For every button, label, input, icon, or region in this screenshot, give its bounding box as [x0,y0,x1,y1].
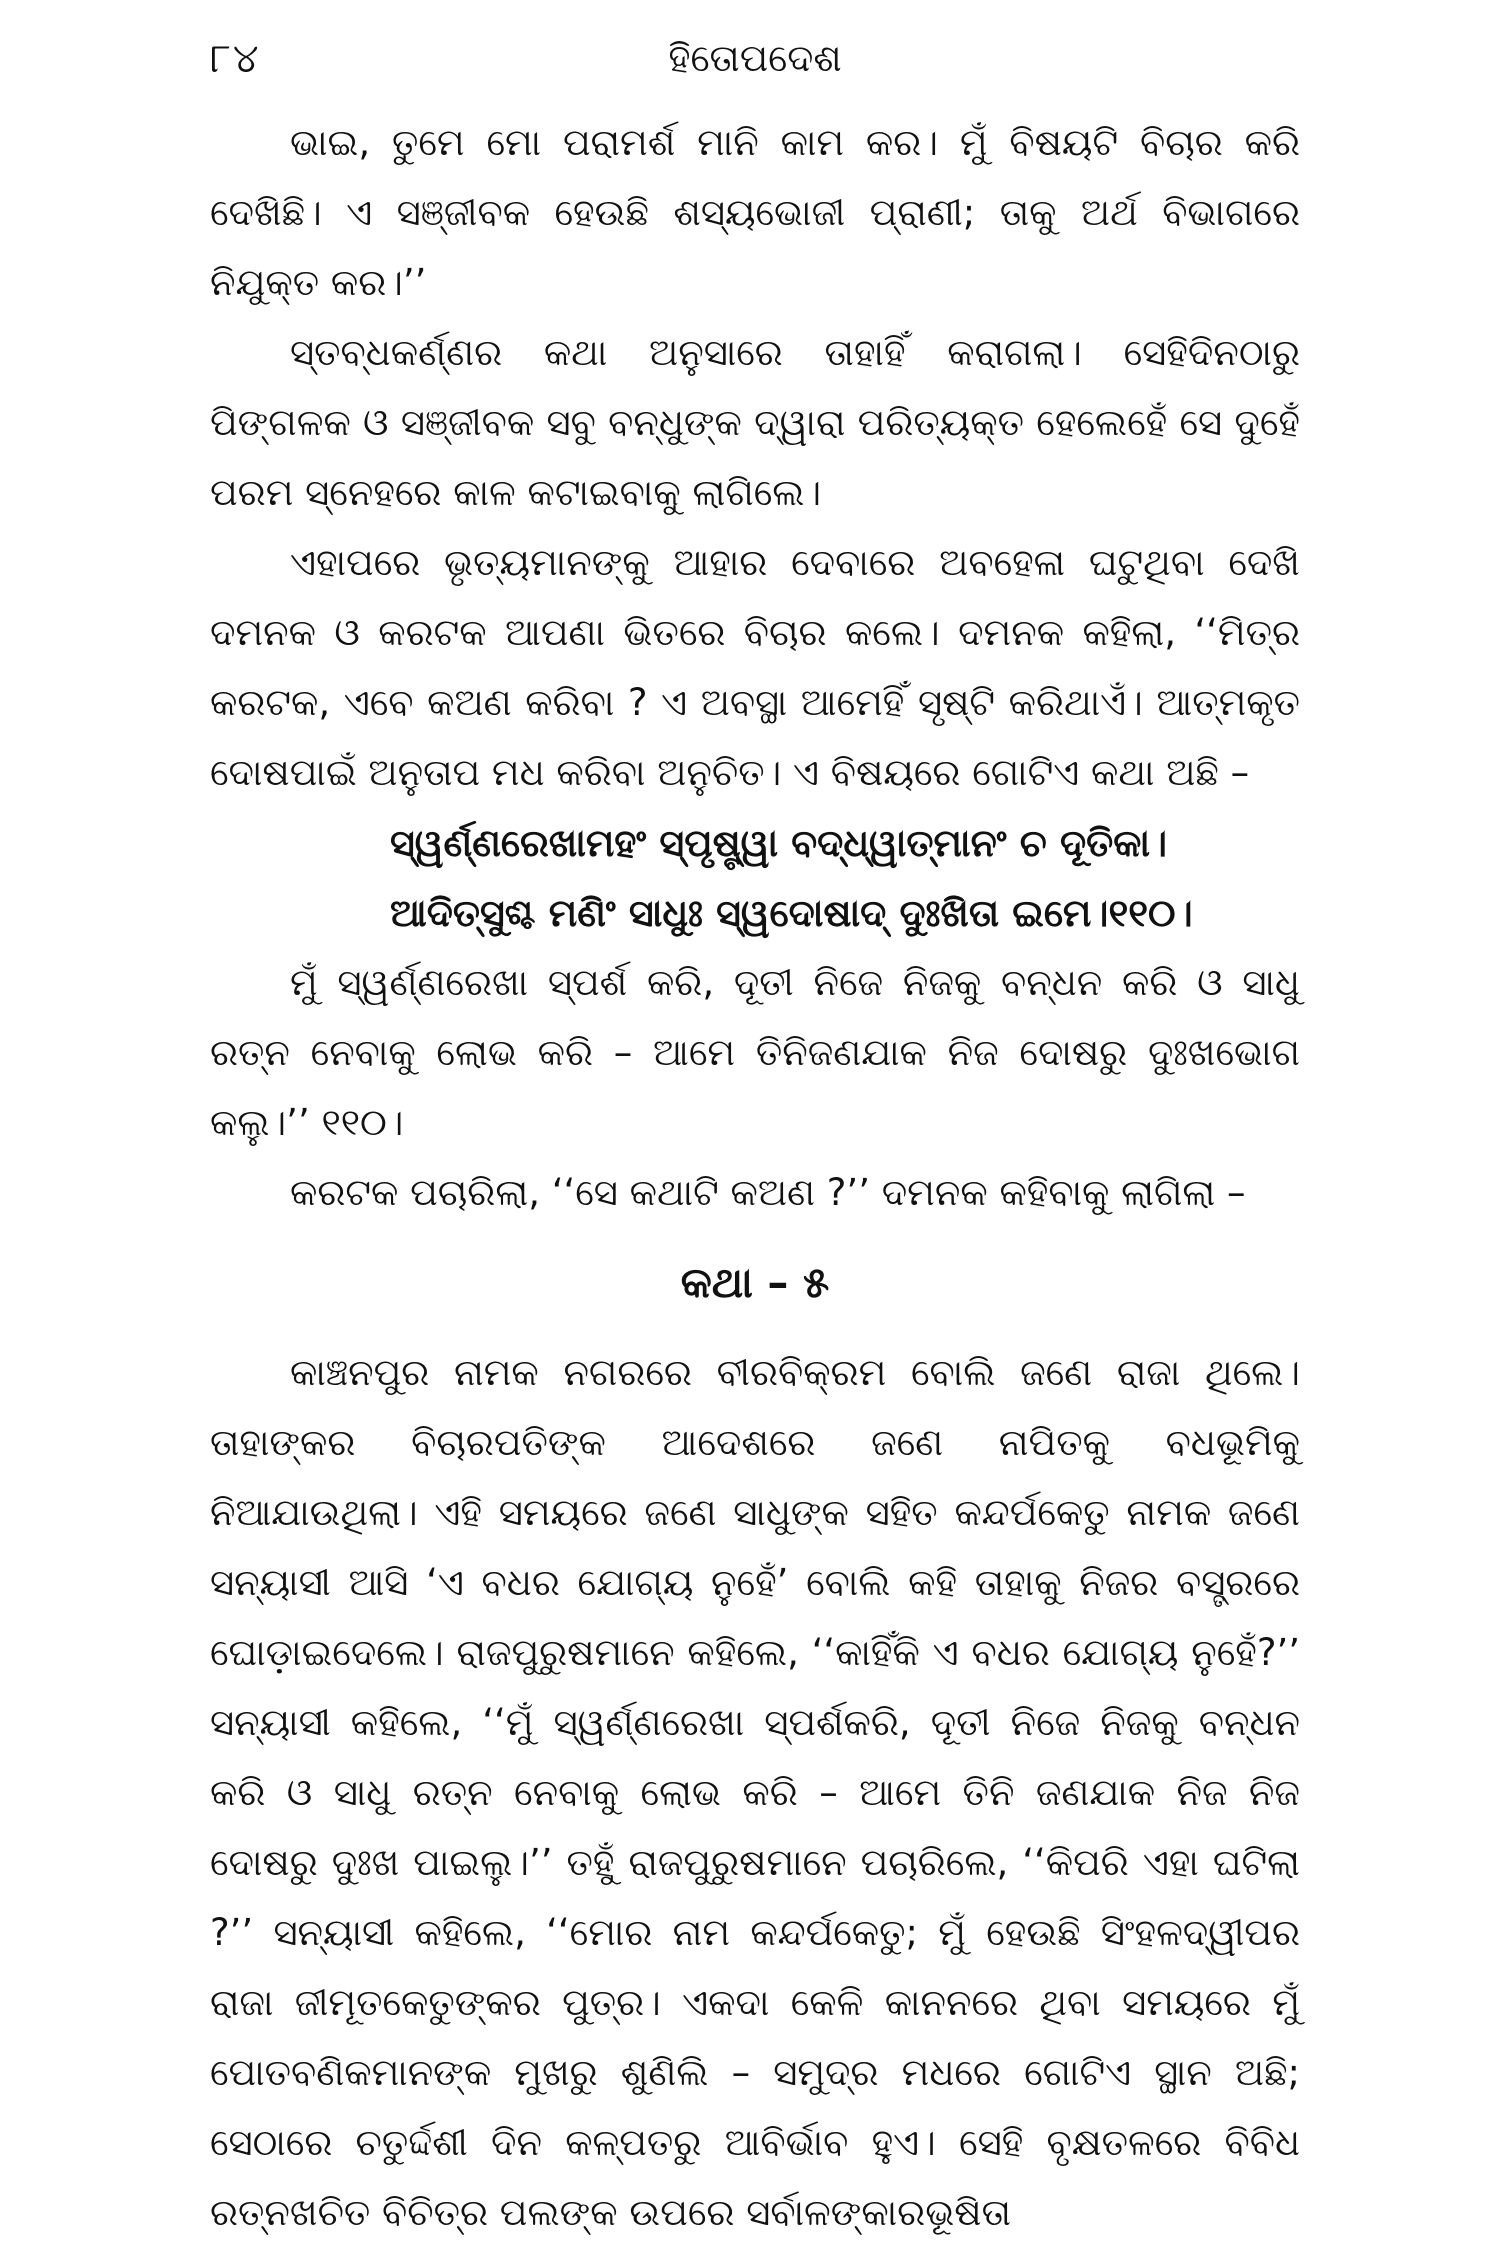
sanskrit-verse [210,808,1300,948]
paragraph: ମୁଁ ସ୍ୱର୍ଣ୍ଣରେଖା ସ୍ପର୍ଶ କରି, ଦୂତୀ ନିଜେ ନିଜକୁ ବନ୍ଧନ କରି ଓ ସାଧୁ ରତ୍ନ ନେବାକୁ ଲୋଭ କରି – ଆମେ ତିନିଜଣଯାକ ନିଜ ଦୋଷରୁ ଦୁଃଖଭୋଗ କଲୁ।’’ ୧୧୦। [210,961,1300,1144]
page-number: ୮୪ [210,36,261,82]
body-text [210,108,1300,2248]
running-title: ହିତୋପଦେଶ [668,36,842,80]
verse-line: ସ୍ୱର୍ଣ୍ଣରେଖାମହଂ ସ୍ପୃଷ୍ଟ୍ୱା ବଦ୍‌ଧ୍ୱାତ୍ମାନଂ ଚ ଦୂତିକା। [390,821,1168,865]
paragraph: କାଞ୍ଚନପୁର ନାମକ ନଗରରେ ବୀରବିକ୍ରମ ବୋଲି ଜଣେ ରାଜା ଥିଲେ। ତାହାଙ୍କର ବିଚାରପତିଙ୍କ ଆଦେଶରେ ଜଣେ ନାପିତକୁ ବଧଭୂମିକୁ ନିଆଯାଉଥିଲା। ଏହି ସମୟରେ ଜଣେ ସାଧୁଙ୍କ ସହିତ କନ୍ଦର୍ପକେତୁ ନାମକ ଜଣେ ସନ୍ୟାସୀ ଆସି ‘ଏ ବଧର ଯୋଗ୍ୟ ନୁହେଁ’ ବୋଲି କହି ତାହାକୁ ନିଜର ବସ୍ତ୍ରରେ ଘୋଡ଼ାଇଦେଲେ। ରାଜପୁରୁଷମାନେ କହିଲେ, ‘‘କାହିଁକି ଏ ବଧର ଯୋଗ୍ୟ ନୁହେଁ?’’ ସନ୍ୟାସୀ କହିଲେ, ‘‘ମୁଁ ସ୍ୱର୍ଣ୍ଣରେଖା ସ୍ପର୍ଶକରି, ଦୂତୀ ନିଜେ ନିଜକୁ ବନ୍ଧନ କରି ଓ ସାଧୁ ରତ୍ନ ନେବାକୁ ଲୋଭ କରି – ଆମେ ତିନି ଜଣଯାକ ନିଜ ନିଜ ଦୋଷରୁ ଦୁଃଖ ପାଇଲୁ।’’ ତହୁଁ ରାଜପୁରୁଷମାନେ ପଚାରିଲେ, ‘‘କିପରି ଏହା ଘଟିଲା ?’’ ସନ୍ୟାସୀ କହିଲେ, ‘‘ମୋର ନାମ କନ୍ଦର୍ପକେତୁ; ମୁଁ ହେଉଛି ସିଂହଳଦ୍ୱୀପର ରାଜା ଜୀମୂତକେତୁଙ୍କର ପୁତ୍ର। ଏକଦା କେଳି କାନନରେ ଥିବା ସମୟରେ ମୁଁ ପୋତବଣିକମାନଙ୍କ ମୁଖରୁ ଶୁଣିଲି – ସମୁଦ୍ର ମଧରେ ଗୋଟିଏ ସ୍ଥାନ ଅଛି; ସେଠାରେ ଚତୁର୍ଦ୍ଦଶୀ ଦିନ କଳ୍ପତରୁ ଆବିର୍ଭାବ ହୁଏ। ସେହି ବୃକ୍ଷତଳରେ ବିବିଧ ରତ୍ନଖଚିତ ବିଚିତ୍ର ପଲଙ୍କ ଉପରେ ସର୍ବାଳଙ୍କାରଭୂଷିତା [210,1351,1300,2234]
paragraph: ସ୍ତବ୍ଧକର୍ଣ୍ଣର କଥା ଅନୁସାରେ ତାହାହିଁ କରାଗଲା। ସେହିଦିନଠାରୁ ପିଙ୍ଗଳକ ଓ ସଞ୍ଜୀବକ ସବୁ ବନ୍ଧୁଙ୍କ ଦ୍ୱାରା ପରିତ୍ୟକ୍ତ ହେଲେହେଁ ସେ ଦୁହେଁ ପରମ ସ୍ନେହରେ କାଳ କଟାଇବାକୁ ଲାଗିଲେ। [210,331,1300,514]
paragraph: ଭାଇ, ତୁମେ ମୋ ପରାମର୍ଶ ମାନି କାମ କର। ମୁଁ ବିଷୟଟି ବିଚାର କରି ଦେଖିଛି। ଏ ସଞ୍ଜୀବକ ହେଉଛି ଶସ୍ୟଭୋଜୀ ପ୍ରାଣୀ; ତାକୁ ଅର୍ଥ ବିଭାଗରେ ନିଯୁକ୍ତ କର।’’ [210,121,1300,304]
story-heading: କଥା – ୫ [680,1258,830,1307]
verse-line: ଆଦିତ୍‌ସୁଶ୍ଚ ମଣିଂ ସାଧୁଃ ସ୍ୱଦୋଷାଦ୍ ଦୁଃଖିତା ଇମେ।୧୧୦। [390,891,1193,935]
page-header [210,28,1300,88]
paragraph: ଏହାପରେ ଭୃତ୍ୟମାନଙ୍କୁ ଆହାର ଦେବାରେ ଅବହେଳା ଘଟୁଥିବା ଦେଖି ଦମନକ ଓ କରଟକ ଆପଣା ଭିତରେ ବିଚାର କଲେ। ଦମନକ କହିଲା, ‘‘ମିତ୍ର କରଟକ, ଏବେ କଅଣ କରିବା ? ଏ ଅବସ୍ଥା ଆମେହିଁ ସୃଷ୍ଟି କରିଥାଏଁ। ଆତ୍ମକୃତ ଦୋଷପାଇଁ ଅନୁତାପ ମଧ କରିବା ଅନୁଚିତ। ଏ ବିଷୟରେ ଗୋଟିଏ କଥା ଅଛି – [210,541,1300,794]
paragraph: କରଟକ ପଚାରିଲା, ‘‘ସେ କଥାଟି କଅଣ ?’’ ଦମନକ କହିବାକୁ ଲାଗିଲା – [290,1171,1246,1214]
